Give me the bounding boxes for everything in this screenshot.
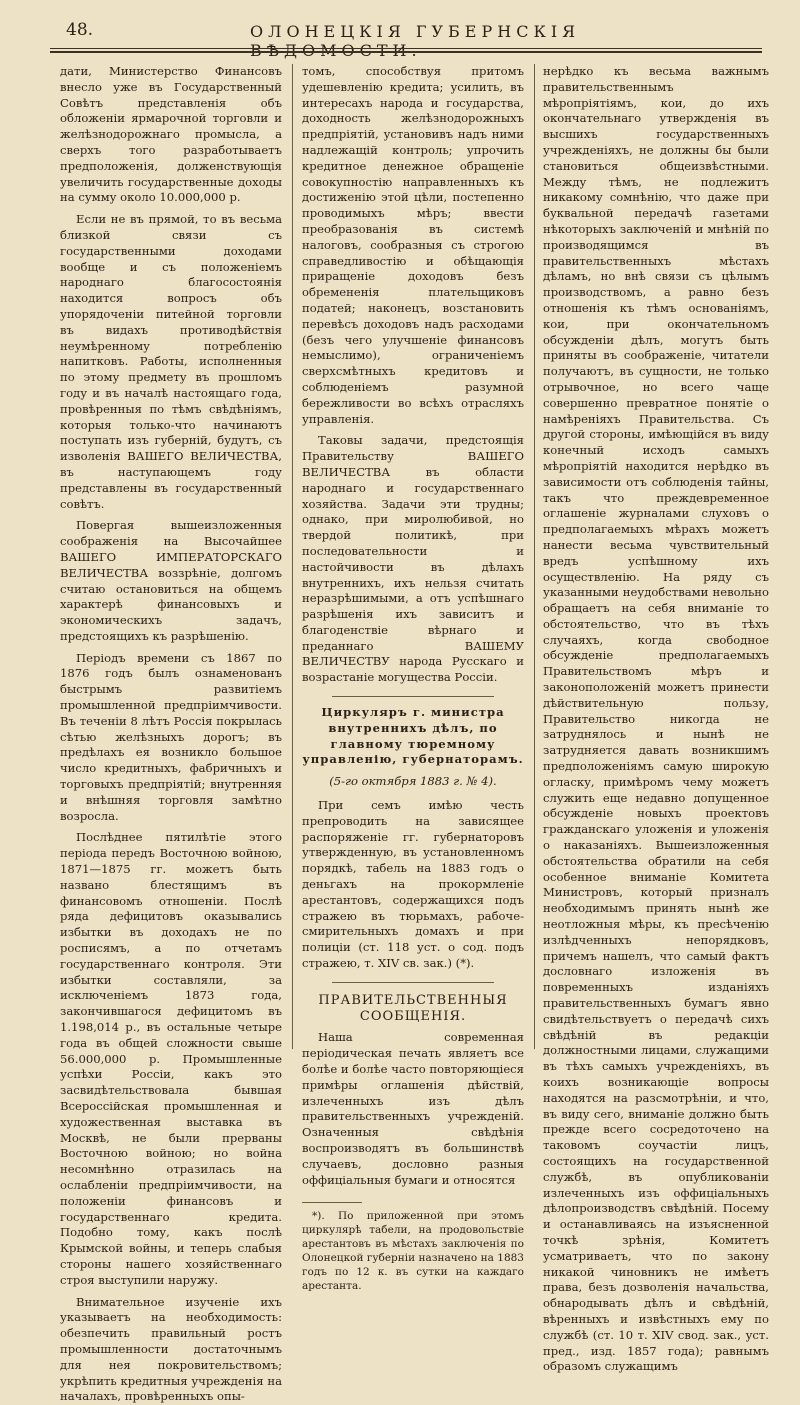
section-heading: ПРАВИТЕЛЬСТВЕННЫЯ СООБЩЕНІЯ. (318, 992, 508, 1024)
newspaper-title: ОЛОНЕЦКІЯ ГУБЕРНСКІЯ ВѢДОМОСТИ. (250, 22, 581, 60)
paragraph: дати, Министерство Финансовъ внесло уже въ Государственный Совѣтъ представленія объ обложеніи ярмарочной торговли и желѣзнодорожнаго промысла, а сверхъ того разработываетъ предположенія, долженствующія увеличить государственные доходы на сумму около 10.000,000 р. (60, 64, 282, 205)
circular-date: (5-го октября 1883 г. № 4). (329, 774, 497, 789)
column-3 (543, 64, 769, 1374)
footnote: *). По приложенной при этомъ циркулярѣ табели, на продовольствіе арестантовъ въ мѣстахъ заключенія по Олонецкой губерніи назначено на 1883 годъ по 12 к. въ сутки на каждаго арестанта. (302, 1210, 524, 1293)
paragraph: Періодъ времени съ 1867 по 1876 годъ былъ ознаменованъ быстрымъ развитіемъ промышленной предпріимчивости. Въ теченіи 8 лѣтъ Россія покрылась сѣтью желѣзныхъ дорогъ; въ предѣлахъ ея возникло большое число кредитныхъ, фабричныхъ и торговыхъ предпріятій; внутренняя и внѣшняя торговля замѣтно возросла. (60, 650, 282, 823)
section-rule (332, 982, 494, 983)
column-2 (302, 64, 524, 1293)
paragraph: нерѣдко къ весьма важнымъ правительственнымъ мѣропріятіямъ, кои, до ихъ окончательнаго утвержденія въ высшихъ государственныхъ учрежденіяхъ, не должны бы были становиться общеизвѣстными. Между тѣмъ, не подлежитъ никакому сомнѣнію, что даже при буквальной передачѣ газетами нѣкоторыхъ заключеній и мнѣній по производящимся въ правительственныхъ мѣстахъ дѣламъ, но внѣ связи съ цѣлымъ производствомъ, а равно безъ отношенія къ тѣмъ основаніямъ, кои, при окончательномъ обсужденіи дѣлъ, могутъ быть приняты въ соображеніе, читатели получаютъ, въ сущности, не только отрывочное, но всего чаще совершенно превратное понятіе о намѣреніяхъ Правительства. Съ другой стороны, имѣющійся въ виду конечный исходъ самыхъ мѣропріятій находится нерѣдко въ зависимости отъ соблюденія тайны, такъ что преждевременное оглашеніе журналами слуховъ о предполагаемыхъ мѣрахъ можетъ нанести весьма чувствительный вредъ успѣшному ихъ осуществленію. На ряду съ указанными неудобствами невольно обращаетъ на себя вниманіе то обстоятельство, что въ тѣхъ случаяхъ, когда свободное обсужденіе предполагаемыхъ Правительствомъ мѣръ и законоположеній можетъ принести дѣйствительную пользу, Правительство никогда не затруднялось и нынѣ не затрудняется давать возникшимъ предположеніямъ самую широкую огласку, примѣромъ чему можетъ служить еще недавно допущенное обсужденіе новыхъ проектовъ гражданскаго уложенія и уложенія о наказаніяхъ. Вышеизложенныя обстоятельства обратили на себя особенное вниманіе Комитета Министровъ, который призналъ необходимымъ принять нынѣ же неотложныя мѣры, къ пресѣченію излѣдченныхъ непорядковъ, причемъ нашелъ, что самый фактъ дословнаго изложенія въ повременныхъ изданіяхъ правительственныхъ бумагъ явно свидѣтельствуетъ о передачѣ сихъ свѣдѣній въ редакціи должностными лицами, служащими въ тѣхъ самыхъ учрежденіяхъ, въ коихъ возникающіе вопросы находятся на разсмотрѣніи, и что, въ виду сего, вниманіе должно быть прежде всего сосредоточено на таковомъ соучастіи лицъ, состоящихъ на государственной службѣ, въ опубликованіи излеченныхъ изъ оффиціальныхъ дѣлопроизводствъ свѣдѣній. Посему и останавливаясь на изъясненной точкѣ зрѣнія, Комитетъ усматриваетъ, что по закону никакой чиновникъ не имѣетъ права, безъ дозволенія начальства, обнародывать дѣлъ и свѣдѣній, вѣренныхъ и извѣстныхъ ему по службѣ (ст. 10 т. XIV свод. зак., уст. пред., изд. 1857 года); равнымъ образомъ служащимъ (543, 64, 769, 1374)
column-divider (534, 64, 535, 1049)
paragraph: Если не въ прямой, то въ весьма близкой связи съ государственными доходами вообще и съ положеніемъ народнаго благосостоянія находится вопросъ объ упорядоченіи питейной торговли въ видахъ противодѣйствія неумѣренному потребленію напитковъ. Работы, исполненныя по этому предмету въ прошломъ году и въ началѣ настоящаго года, провѣренныя по тѣмъ свѣдѣніямъ, которыя только-что начинаютъ поступать изъ губерній, будутъ, съ изволенія ВАШЕГО ВЕЛИЧЕСТВА, въ наступающемъ году представлены въ государственный совѣтъ. (60, 212, 282, 511)
paragraph: Таковы задачи, предстоящія Правительству ВАШЕГО ВЕЛИЧЕСТВА въ области народнаго и государственнаго хозяйства. Задачи эти трудны; однако, при миролюбивой, но твердой политикѣ, при последовательности и настойчивости въ дѣлахъ внутреннихъ, ихъ нельзя считать неразрѣшимыми, а отъ успѣшнаго разрѣшенія ихъ зависитъ и благоденствіе вѣрнаго и преданнаго ВАШЕМУ ВЕЛИЧЕСТВУ народа Русскаго и возрастаніе могущества Россіи. (302, 433, 524, 685)
column-1 (60, 64, 282, 1404)
paragraph: томъ, способствуя притомъ удешевленію кредита; усилить, въ интересахъ народа и государства, доходность желѣзнодорожныхъ предпріятій, установивъ надъ ними надлежащій контроль; упрочить кредитное денежное обращеніе совокупностію направленныхъ къ достиженію этой цѣли, постепенно проводимыхъ мѣръ; ввести преобразованія въ системѣ налоговъ, сообразныя съ строгою справедливостію и обѣщающія приращеніе доходовъ безъ обремененія плательщиковъ податей; наконецъ, возстановить перевѣсъ доходовъ надъ расходами (безъ чего улучшеніе финансовъ немыслимо), ограниченіемъ сверхсмѣтныхъ кредитовъ и соблюденіемъ разумной бережливости во всѣхъ отрасляхъ управленія. (302, 64, 524, 426)
circular-text: При семъ имѣю честь препроводить на зависящее распоряженіе гг. губернаторовъ утвержденную, въ установленномъ порядкѣ, табель на 1883 годъ о деньгахъ на прокормленіе арестантовъ, содержащихся подъ стражею въ тюрьмахъ, рабоче-смирительныхъ домахъ и при полиціи (ст. 118 уст. о сод. подъ стражею, т. XIV св. зак.) (*). (302, 798, 524, 971)
page-header (50, 14, 762, 60)
section-text: Наша современная періодическая печать являетъ все болѣе и болѣе часто повторяющіеся примѣры оглашенія дѣйствій, излеченныхъ изъ дѣлъ правительственныхъ учрежденій. Означенныя свѣдѣнія воспроизводятъ въ большинствѣ случаевъ, дословно разныя оффиціальныя бумаги и относятся (302, 1030, 524, 1187)
paragraph: Повергая вышеизложенныя соображенія на Высочайшее ВАШЕГО ИМПЕРАТОРСКАГО ВЕЛИЧЕСТВА воззрѣніе, долгомъ считаю остановиться на общемъ характерѣ финансовыхъ и экономическихъ задачъ, предстоящихъ къ разрѣшенію. (60, 518, 282, 643)
paragraph: Послѣднее пятилѣтіе этого періода передъ Восточною войною, 1871—1875 гг. можетъ быть названо блестящимъ въ финансовомъ отношеніи. Послѣ ряда дефицитовъ оказывались избытки въ доходахъ не по росписямъ, а по отчетамъ государственнаго контроля. Эти избытки составляли, за исключеніемъ 1873 года, закончившагося дефицитомъ въ 1.198,014 р., въ остальные четыре года въ общей сложности свыше 56.000,000 р. Промышленные успѣхи Россіи, какъ это засвидѣтельствовала бывшая Всероссійская промышленная и художественная выставка въ Москвѣ, не были прерваны Восточною войною; но война несомнѣнно отразилась на ослабленіи предпріимчивости, на положеніи финансовъ и государственнаго кредита. Подобно тому, какъ послѣ Крымской войны, и теперь слабыя стороны нашего хозяйственнаго строя выступили наружу. (60, 830, 282, 1287)
section-rule (332, 696, 494, 697)
paragraph: Внимательное изученіе ихъ указываетъ на необходимость: обезпечить правильный ростъ промышленности достаточнымъ для нея покровительствомъ; укрѣпить кредитныя учрежденія на началахъ, провѣренныхъ опы- (60, 1294, 282, 1404)
header-rule-double (50, 51, 762, 53)
footnote-rule (302, 1202, 362, 1203)
column-divider (292, 64, 293, 1049)
circular-heading: Циркуляръ г. министра внутреннихъ дѣлъ, по главному тюремному управленію, губернаторамъ. (302, 705, 524, 767)
header-rule (50, 48, 762, 49)
page-number: 48. (66, 20, 94, 40)
